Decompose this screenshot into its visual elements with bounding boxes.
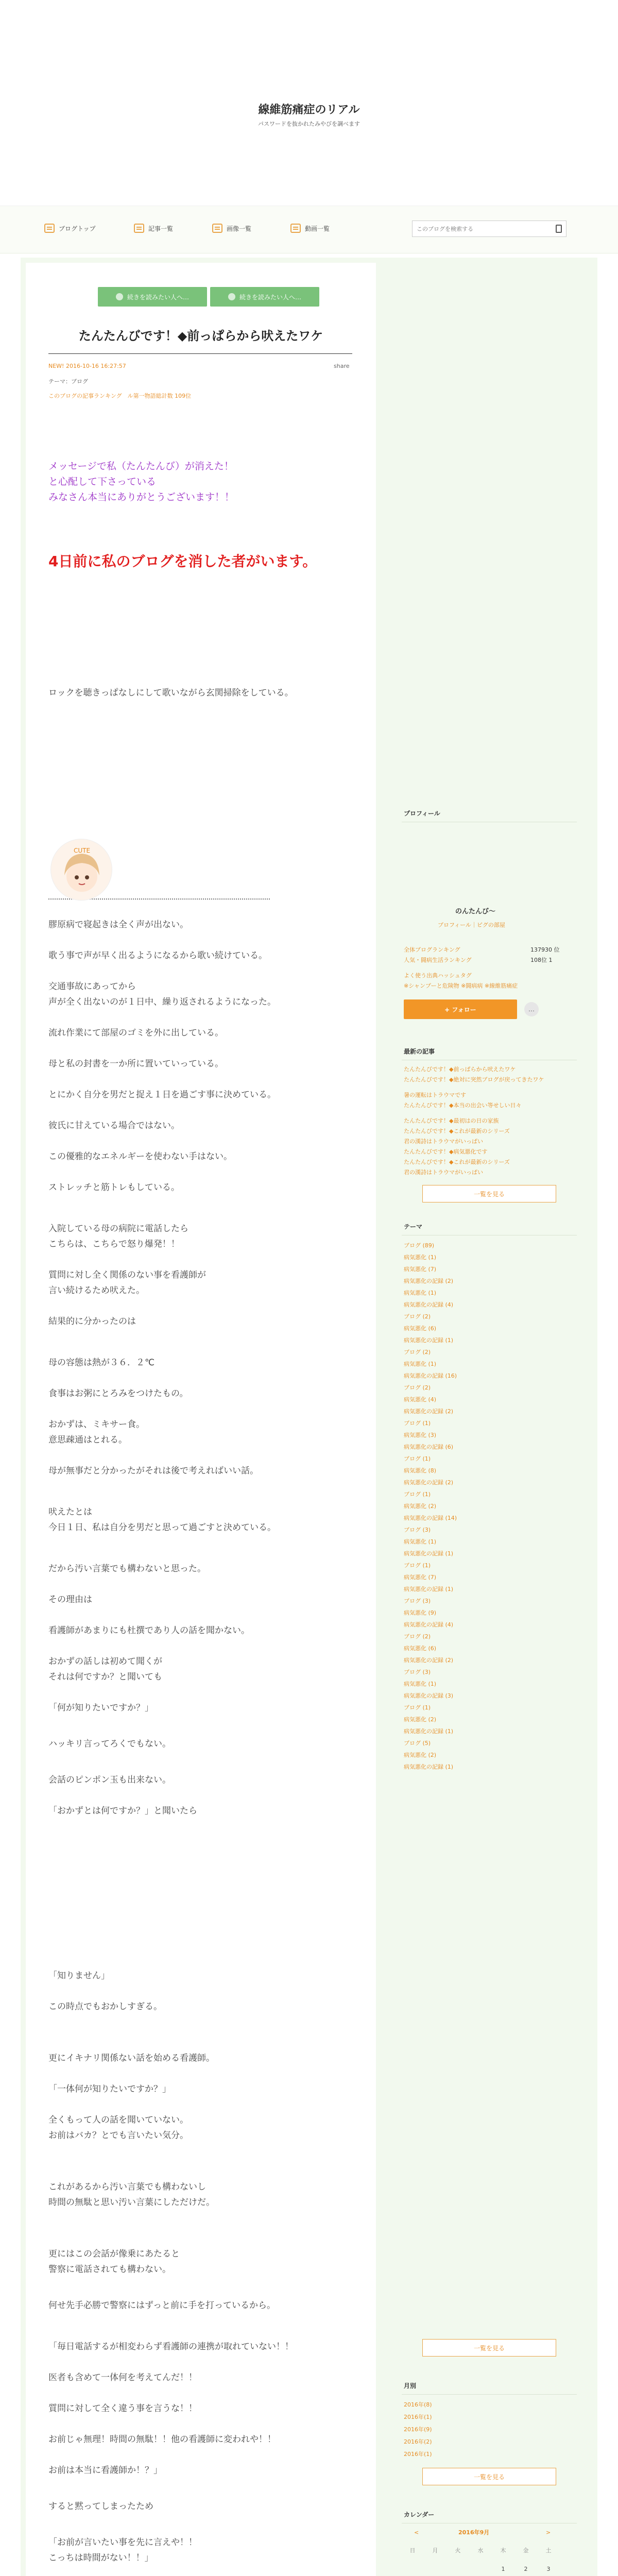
profile-links[interactable]: プロフィール｜ピグの部屋 [438, 922, 505, 928]
nav-image-list[interactable]: 画像一覧 [212, 224, 251, 233]
theme-item[interactable]: 病気悪化の記録 (16) [404, 1372, 457, 1379]
calendar-weekday: 木 [500, 2547, 506, 2554]
article-ranking[interactable]: このブログの記事ランキング ル第一物語総計数 109位 [48, 393, 192, 399]
paragraph: お前は本当に看護師か！？」 [48, 2465, 162, 2476]
image-icon [212, 224, 222, 233]
recent-item[interactable]: 君の漢詩はトラウマがいっぱい [404, 1138, 483, 1145]
paragraph: 結果的に分かったのは [48, 1316, 136, 1327]
archive-item[interactable]: 2016年(9) [404, 2426, 432, 2433]
share-label[interactable]: share [334, 363, 350, 369]
paragraph: 更にイキナリ関係ない話を始める看護師。 [48, 2053, 215, 2063]
archive-item[interactable]: 2016年(1) [404, 2414, 432, 2420]
paragraph: ハッキリ言ってろくでもない。 [48, 1739, 171, 1749]
paragraph: この優雅的なエネルギーを使わない手はない。 [48, 1151, 232, 1162]
headline-red: 4日前に私のブログを消した者がいます。 [48, 553, 317, 570]
article-title[interactable]: たんたんびです！◆前っぱらから吠えたワケ [78, 329, 323, 343]
theme-item[interactable]: ブログ (2) [404, 1349, 431, 1355]
theme-item[interactable]: 病気悪化 (3) [404, 1432, 437, 1438]
follow-button[interactable]: + フォロー [404, 999, 517, 1019]
header-search-box [412, 221, 566, 237]
theme-item[interactable]: 病気悪化の記録 (2) [404, 1657, 454, 1664]
paragraph: すると黙ってしまったため [48, 2501, 153, 2512]
paragraph: これがあるから汚い言葉でも構わないし [48, 2182, 206, 2192]
calendar-day[interactable]: 1 [501, 2566, 505, 2572]
recent-heading: 最新の記事 [402, 1047, 577, 1060]
theme-item[interactable]: 病気悪化 (7) [404, 1574, 437, 1581]
share-button-1[interactable]: 続きを読みたい人へ… [98, 287, 207, 307]
avatar-illustration [51, 839, 112, 901]
share-button-2[interactable]: 続きを読みたい人へ… [210, 287, 319, 307]
paragraph: お前じゃ無理！時間の無駄！！他の看護師に変われや！！ [48, 2434, 276, 2445]
theme-item[interactable]: ブログ (3) [404, 1669, 431, 1675]
paragraph: 母が無事だと分かったがそれは後で考えればいい話。 [48, 1466, 259, 1476]
paragraph: 医者も含めて一体何を考えてんだ！！ [48, 2372, 197, 2383]
message-line-1: メッセージで私（たんたんび）が消えた！ [48, 461, 234, 472]
theme-item[interactable]: 病気悪化 (2) [404, 1752, 437, 1758]
theme-item[interactable]: 病気悪化 (4) [404, 1396, 437, 1403]
paragraph: お前はバカ？とでも言いたい気分。 [48, 2130, 188, 2141]
paragraph: 吠えたとは [48, 1507, 92, 1517]
theme-item[interactable]: 病気悪化 (1) [404, 1681, 437, 1687]
recent-item[interactable]: たんたんびです！◆これが最新のシリーズ [404, 1128, 510, 1134]
paragraph: 質問に対し全く関係のない事を看護師が [48, 1270, 206, 1280]
article-date: NEW! 2016-10-16 16:27:57 [48, 363, 126, 369]
paragraph: 会話のピンポン玉も出来ない。 [48, 1775, 171, 1785]
theme-item[interactable]: 病気悪化の記録 (1) [404, 1764, 454, 1770]
theme-item[interactable]: 病気悪化 (1) [404, 1361, 437, 1367]
recent-item[interactable]: たんたんびです！◆前っぱらから吠えたワケ [404, 1066, 516, 1073]
theme-item[interactable]: 病気悪化の記録 (1) [404, 1586, 454, 1592]
recent-item[interactable]: たんたんびです！◆病気悪化です [404, 1148, 488, 1155]
paragraph: こちらは、こちらで怒り爆発！！ [48, 1239, 180, 1249]
theme-item[interactable]: 病気悪化の記録 (1) [404, 1550, 454, 1557]
nav-video-list[interactable]: 動画一覧 [290, 224, 330, 233]
paragraph: この時点でもおかしすぎる。 [48, 2002, 162, 2012]
paragraph: 「何が知りたいですか？」 [48, 1703, 153, 1713]
paragraph: ロックを聴きっぱなしにして歌いながら玄関掃除をしている。 [48, 688, 294, 698]
calendar-weekday: 火 [455, 2547, 461, 2554]
calendar-next[interactable]: > [546, 2529, 551, 2536]
paragraph: 「知りません」 [48, 1971, 110, 1981]
theme-item[interactable]: ブログ (3) [404, 1598, 431, 1604]
theme-item[interactable]: 病気悪化の記録 (1) [404, 1728, 454, 1735]
recent-item[interactable]: 君の漢詩はトラウマがいっぱい [404, 1169, 483, 1176]
theme-item[interactable]: ブログ (1) [404, 1455, 431, 1462]
theme-item[interactable]: 病気悪化 (1) [404, 1254, 437, 1261]
paragraph: おかずは、ミキサー食。 [48, 1419, 145, 1430]
paragraph: 更にはこの会話が像乗にあたると [48, 2249, 180, 2259]
paragraph: 食事はお粥にとろみをつけたもの。 [48, 1388, 188, 1399]
archive-item[interactable]: 2016年(8) [404, 2401, 432, 2408]
recent-more-button[interactable]: 一覧を見る [422, 1185, 556, 1202]
paragraph: 母と私の封書を一か所に置いていっている。 [48, 1059, 224, 1069]
nav-article-list[interactable]: 記事一覧 [134, 224, 173, 233]
paragraph: 警察に電話されても構わない。 [48, 2264, 171, 2275]
paragraph: 「お前が言いたい事を先に言えや！！ [48, 2537, 197, 2548]
paragraph: こっちは時間がない！！」 [48, 2553, 153, 2563]
archive-item[interactable]: 2016年(1) [404, 2451, 432, 2458]
theme-item[interactable]: ブログ (89) [404, 1242, 435, 1249]
calendar-day[interactable]: 3 [546, 2566, 551, 2572]
theme-item[interactable]: 病気悪化の記録 (2) [404, 1408, 454, 1415]
recent-item[interactable]: たんたんびです！◆本当の出会い等せしい日々 [404, 1102, 522, 1109]
sidebar [402, 263, 577, 2576]
profile-heading: プロフィール [402, 809, 577, 822]
hashtag-list[interactable]: ※シャンプーと危険物 ※闘病病 ※線維筋痛症 [404, 982, 518, 989]
theme-item[interactable]: 病気悪化の記録 (4) [404, 1301, 454, 1308]
hashtag-link[interactable]: よく使う出典ハッシュタグ [404, 972, 472, 979]
paragraph: 全くもって人の話を聞いていない。 [48, 2115, 188, 2125]
theme-heading: テーマ [402, 1222, 577, 1235]
video-icon [290, 224, 301, 233]
theme-item[interactable]: 病気悪化 (2) [404, 1716, 437, 1723]
theme-item[interactable]: ブログ (2) [404, 1384, 431, 1391]
paragraph: 言い続けるため吠えた。 [48, 1285, 145, 1296]
title-divider [48, 353, 352, 354]
calendar-weekday: 土 [545, 2547, 552, 2554]
calendar-month: 2016年9月 [458, 2529, 490, 2536]
article-theme[interactable]: テーマ：ブログ [48, 378, 88, 385]
paragraph: それは何ですか？と聞いても [48, 1672, 162, 1682]
theme-item[interactable]: 病気悪化 (6) [404, 1645, 437, 1652]
avatar-text: CUTE [74, 847, 91, 854]
theme-item[interactable]: 病気悪化 (8) [404, 1467, 437, 1474]
recent-item[interactable]: たんたんびです！◆これが最新のシリーズ [404, 1159, 510, 1165]
calendar-weekday: 水 [477, 2547, 484, 2554]
recent-item[interactable]: 暑の運転はトラウマです [404, 1092, 466, 1098]
paragraph: 流れ作業にて部屋のゴミを外に出している。 [48, 1028, 224, 1038]
paragraph: 交通事故にあってから [48, 981, 136, 992]
search-icon[interactable] [556, 225, 562, 233]
message-line-3: みなさん本当にありがとうございます！！ [48, 492, 235, 503]
paragraph: だから汚い言葉でも構わないと思った。 [48, 1564, 206, 1574]
theme-item[interactable]: 病気悪化 (9) [404, 1609, 437, 1616]
theme-item[interactable]: 病気悪化 (7) [404, 1266, 437, 1273]
paragraph: ストレッチと筋トレもしている。 [48, 1182, 180, 1193]
paragraph: 彼氏に甘えている場合ではない。 [48, 1121, 180, 1131]
theme-item[interactable]: 病気悪化の記録 (6) [404, 1444, 454, 1450]
profile-avatar[interactable] [50, 839, 112, 901]
theme-item[interactable]: 病気悪化の記録 (2) [404, 1278, 454, 1284]
theme-item[interactable]: ブログ (1) [404, 1420, 431, 1427]
blog-title[interactable]: 線維筋痛症のリアル [258, 104, 360, 116]
theme-item[interactable]: ブログ (1) [404, 1562, 431, 1569]
theme-item[interactable]: 病気悪化 (1) [404, 1538, 437, 1545]
theme-item[interactable]: ブログ (1) [404, 1491, 431, 1498]
blog-header [0, 0, 618, 206]
theme-more-button[interactable]: 一覧を見る [422, 2339, 556, 2357]
nav-blog-top[interactable]: ブログトップ [44, 224, 96, 233]
theme-item[interactable]: 病気悪化 (2) [404, 1503, 437, 1510]
theme-item[interactable]: 病気悪化 (1) [404, 1290, 437, 1296]
recent-item[interactable]: たんたんびです！◆最初はの日の家族 [404, 1117, 499, 1124]
calendar-weekday: 日 [409, 2547, 416, 2554]
rank-genre-label[interactable]: 人気・闘病生活ランキング [404, 957, 472, 963]
paragraph: 「一体何が知りたいですか？」 [48, 2084, 171, 2094]
paragraph: おかずの話しは初めて聞くが [48, 1656, 162, 1667]
paragraph: その理由は [48, 1595, 92, 1605]
paragraph: 声が全く出ないのが１日中、繰り返されるようになった。 [48, 997, 276, 1007]
paragraph: 入院している母の病院に電話したら [48, 1224, 188, 1234]
archive-heading: 月別 [402, 2381, 577, 2395]
paragraph: 質問に対して全く違う事を言うな！！ [48, 2403, 197, 2414]
archive-more-button[interactable]: 一覧を見る [422, 2468, 556, 2485]
profile-name[interactable]: のんたんび～ [455, 908, 496, 916]
message-line-2: と心配して下さっている [48, 476, 157, 487]
calendar-weekday: 月 [432, 2547, 438, 2554]
theme-item[interactable]: 病気悪化の記録 (1) [404, 1337, 454, 1344]
paragraph: 意思疎通はとれる。 [48, 1435, 127, 1445]
theme-item[interactable]: ブログ (1) [404, 1704, 431, 1711]
paragraph: 今日１日、私は自分を男だと思って過ごすと決めている。 [48, 1522, 276, 1533]
rank-total-value: 137930 位 [530, 946, 560, 953]
theme-item[interactable]: ブログ (2) [404, 1633, 431, 1640]
more-options-button[interactable]: … [524, 1002, 539, 1016]
paragraph: 時間の無駄と思い汚い言葉にしただけだ。 [48, 2197, 215, 2208]
theme-item[interactable]: ブログ (2) [404, 1313, 431, 1320]
theme-item[interactable]: 病気悪化の記録 (3) [404, 1692, 454, 1699]
theme-item[interactable]: 病気悪化 (6) [404, 1325, 437, 1332]
paragraph: 膠原病で寝起きは全く声が出ない。 [48, 920, 188, 930]
paragraph: 母の容態は熱が３６．２℃ [48, 1358, 155, 1368]
calendar-heading: カレンダー [402, 2510, 577, 2523]
share-icon [228, 293, 235, 300]
theme-item[interactable]: 病気悪化の記録 (4) [404, 1621, 454, 1628]
calendar-weekday: 金 [523, 2547, 529, 2554]
paragraph: 「毎日電話するが相変わらず看護師の連携が取れていない！！ [48, 2342, 294, 2352]
theme-item[interactable]: 病気悪化の記録 (2) [404, 1479, 454, 1486]
header-search-input[interactable] [413, 221, 546, 236]
paragraph: 歌う事で声が早く出るようになるから歌い続けている。 [48, 951, 267, 961]
recent-item[interactable]: たんたんびです！◆絶対に突然ブログが戻ってきたワケ [404, 1076, 544, 1083]
list-icon [134, 224, 144, 233]
home-icon [44, 224, 55, 233]
paragraph: 看護師があまりにも杜撰であり人の話を聞かない。 [48, 1625, 250, 1636]
theme-item[interactable]: 病気悪化の記録 (14) [404, 1515, 457, 1521]
theme-item[interactable]: ブログ (5) [404, 1740, 431, 1747]
blog-description: パスワードを抜かれたみやびを調べます [258, 121, 360, 127]
calendar-day[interactable]: 2 [524, 2566, 528, 2572]
rank-genre-value: 108位 1 [530, 957, 553, 963]
article [26, 263, 376, 2576]
paragraph: 何せ先手必勝で警察にはずっと前に手を打っているから。 [48, 2300, 276, 2311]
rank-total-label[interactable]: 全体ブログランキング [404, 946, 460, 953]
calendar-prev[interactable]: < [414, 2529, 419, 2536]
theme-item[interactable]: ブログ (3) [404, 1527, 431, 1533]
paragraph: とにかく自分を男だと捉え１日を過ごす事に決めている。 [48, 1090, 276, 1100]
paragraph: 「おかずとは何ですか？」と聞いたら [48, 1806, 197, 1816]
archive-item[interactable]: 2016年(2) [404, 2438, 432, 2445]
share-icon [116, 293, 123, 300]
